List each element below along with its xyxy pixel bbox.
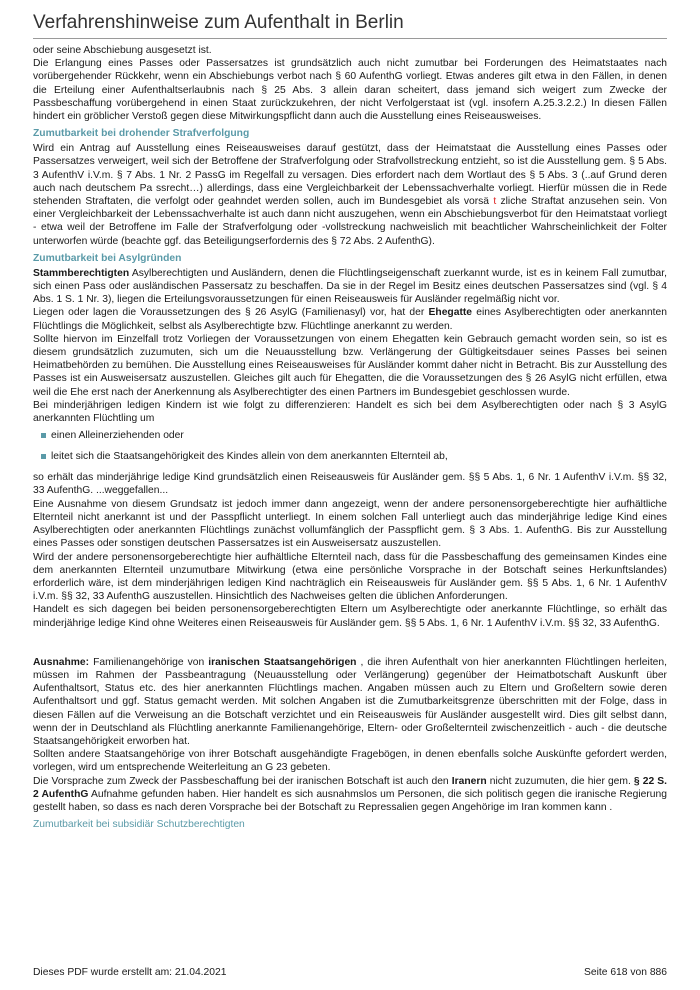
bullet-square-icon — [41, 454, 46, 459]
section-heading-subsidiaer: Zumutbarkeit bei subsidiär Schutzberechtigten — [33, 819, 245, 831]
paragraph: oder seine Abschiebung ausgesetzt ist. — [33, 45, 212, 56]
document-page — [33, 0, 667, 990]
paragraph: Bei minderjährigen ledigen Kindern ist wie folgt zu differenzieren: Handelt es sich bei dem Asylberechtigten oder nach § 3 AsylG anerkannten Flüchtling um — [33, 399, 667, 425]
section-heading-strafverfolgung: Zumutbarkeit bei drohender Strafverfolgung — [33, 128, 250, 140]
bullet-list — [41, 429, 667, 463]
paragraph: Eine Ausnahme von diesem Grundsatz ist jedoch immer dann angezeigt, wenn der andere personensorgeberechtigte hier aufhältliche Elternteil nicht anerkannt ist und der Passpflicht unterliegt. In einem solchen Fall unterliegt auch das minderjährige ledige Kind eines Asylberechtigten oder anerkannten Flüchtlings zunächst vollumfänglich der Passpflicht gem. § 3 Abs. 1. AufenthG. Bis zur Ausstellung eines Passes oder sonstigen deutschen Passersatzes ist ein Ausweisersatz auszustellen. — [33, 498, 667, 550]
paragraph: so erhält das minderjährige ledige Kind grundsätzlich einen Reiseausweis für Ausländer gem. §§ 5 Abs. 1, 6 Nr. 1 AufenthV i.V.m. §§ 32, 33 AufenthG. ...weggefallen... — [33, 472, 667, 497]
paragraph: Liegen oder lagen die Voraussetzungen des § 26 AsylG (Familienasyl) vor, hat der Ehegatte eines Asylberechtigten oder anerkannten Flüchtlings die Möglichkeit, selbst als Asylberechtigte bzw. Flüchtlinge anerkannt zu werden. — [33, 307, 667, 332]
list-item: leitet sich die Staatsangehörigkeit des Kindes allein von dem anerkannten Elternteil ab, — [41, 450, 667, 463]
creation-date: Dieses PDF wurde erstellt am: 21.04.2021 — [33, 967, 227, 978]
paragraph: Sollte hiervon im Einzelfall trotz Vorliegen der Voraussetzungen von einem Ehegatten kein Gebrauch gemacht worden sein, so ist es diesem grundsätzlich zuzumuten, sich um die Neuausstellung bzw. Verlängerung der Gültigkeitsdauer seines Passes bei seinen Heimatbehörden zu bemühen. Die Ausstellung eines Reiseausweises für Ausländer kommt daher nicht in Betracht. Bis zur Ausstellung des Passes ist ein Ausweisersatz auszustellen. Gleiches gilt auch für Ehegatten, die die Voraussetzungen des § 26 AsylG nicht erfüllen, etwa weil die Ehe erst nach der Anerkennung als Asylberechtigter des einen Partners im Bundesgebiet geschlossen wurde. — [33, 333, 667, 398]
paragraph: Die Erlangung eines Passes oder Passersatzes ist grundsätzlich auch nicht zumutbar bei Forderungen des Heimatstaates nach vorübergehender Rückkehr, wenn ein Abschiebungs verbot nach § 60 AufenthG vorliegt. Etwas anderes gilt etwa in den Fällen, in denen die Erteilung einer Aufenthaltserlaubnis nach § 25 Abs. 3 allein daran scheitert, dass jemand sich weigert zum Zwecke der Passbeschaffung vorübergehend in einen Staat zurückzukehren, der nicht Verfolgerstaat ist (vgl. insofern A.25.3.2.2.) In diesen Fällen hindert ein gröblicher Verstoß gegen diese Mitwirkungspflicht dann auch die Ausstellung eines Reiseausweises. — [33, 58, 667, 123]
document-body — [33, 44, 667, 831]
correction-mark: t — [493, 196, 497, 208]
paragraph: Wird ein Antrag auf Ausstellung eines Reiseausweises darauf gestützt, dass der Heimatstaat die Ausstellung eines Passes oder Passersatzes verweigert, weil sich der Betroffene der Strafverfolgung oder Strafvollstreckung entzieht, so ist die Ausstellung gem. § 5 Abs. 3 AufenthV i.V.m. § 7 Abs. 1 Nr. 2 PassG im Regelfall zu versagen. Dies erfordert nach dem Wortlaut des § 5 Abs. 3 (..auf Grund deren auch nach deutschem Pa ssrecht…) allerdings, dass eine Vergleichbarkeit der Lebenssachverhalte vorliegt. Hierfür müssen die in Rede stehenden Straftaten, die verfolgt oder geahndet werden sollen, auch im Bundesgebiet als vorsä t zliche Straftat anzusehen sein. Von einer Vergleichbarkeit der Lebenssachverhalte ist auch dann nicht auszugehen, wenn ein Abschiebungsverbot für den Heimatstaat vorliegt - etwa weil der Betroffene im Falle der Strafverfolgung oder -vollstreckung nachweislich mit beachtlicher Wahrscheinlichkeit der Folter unterworfen würde (beachte ggf. das Beteiligungserfordernis des § 72 Abs. 2 AufenthG). — [33, 143, 667, 247]
page-number: Seite 618 von 886 — [583, 967, 667, 978]
list-item: einen Alleinerziehenden oder — [41, 429, 667, 442]
title-divider — [33, 38, 667, 39]
paragraph: Handelt es sich dagegen bei beiden personensorgeberechtigten Eltern um Asylberechtigte oder anerkannte Flüchtlinge, so erhält das minderjährige ledige Kind ohne Weiteres einen Reiseausweis für Ausländer gem. §§ 5 Abs. 1, 6 Nr. 1 AufenthV i.V.m. §§ 32, 33 AufenthG. — [33, 604, 667, 629]
section-heading-asyl: Zumutbarkeit bei Asylgründen — [33, 252, 182, 264]
paragraph: Wird der andere personensorgeberechtigte hier aufhältliche Elternteil nach, dass für die Passbeschaffung des gemeinsamen Kindes eine dem anerkannten Elternteil unzumutbare Mitwirkung (etwa eine persönliche Vorsprache in der Botschaft seines Herkunftslandes) erforderlich wäre, ist dem minderjährigen ledigen Kind nachträglich ein Reiseausweis für Ausländer gem. §§ 5 Abs. 1, 6 Nr. 1 AufenthV i.V.m. §§ 32, 33 AufenthG auszustellen. Hinsichtlich des Nachweises gelten die üblichen Anforderungen. — [33, 551, 667, 603]
paragraph: Stammberechtigten Asylberechtigten und Ausländern, denen die Flüchtlingseigenschaft zuerkannt wurde, ist es in keinem Fall zumutbar, sich einen Pass oder ausländischen Passersatz zu beschaffen. Da sie in der Regel im Besitz eines deutschen Passersatzes sind (vgl. § 4 Abs. 1 S. 1 Nr. 3), liegen die Erteilungsvoraussetzungen für einen Reiseausweis für Ausländer regelmäßig nicht vor. — [33, 267, 667, 306]
paragraph: Ausnahme: Familienangehörige von iranischen Staatsangehörigen , die ihren Aufenthalt von hier anerkannten Flüchtlingen herleiten, müssen im Rahmen der Passbeantragung (Neuausstellung oder Verlängerung) gegenüber der Heimatbotschaft Auskunft über Aufenthaltsort, Status etc. des hier anerkannten Flüchtlings machen. Angaben müssen auch zu Eltern und Großeltern sowie deren Aufenthaltsort und ggf. Status gemacht werden. Mit solchen Angaben ist die Zumutbarkeitsgrenze überschritten mit der Folge, dass in diesen Fällen auf die Verweisung an die Botschaft verzichtet und ein Reiseausweis für Ausländer ausgestellt wird. Dies gilt selbst dann, wenn der in Deutschland als Flüchtling anerkannte Familienangehörige, Eltern- oder Großelternteil zwischenzeitlich - auch - die deutsche Staatsangehörigkeit erworben hat. — [33, 656, 668, 747]
page-title: Verfahrenshinweise zum Aufenthalt in Berlin — [33, 12, 404, 33]
paragraph: Sollten andere Staatsangehörige von ihrer Botschaft ausgehändigte Fragebögen, in denen ebenfalls solche Auskünfte gefordert werden, vorlegen, wird um entsprechende Weiterleitung an G 23 gebeten. — [33, 749, 667, 774]
page-footer — [33, 966, 667, 979]
paragraph: Die Vorsprache zum Zweck der Passbeschaffung bei der iranischen Botschaft ist auch den Iranern nicht zuzumuten, die hier gem. § 22 S. 2 AufenthG Aufnahme gefunden haben. Hier handelt es sich ausnahmslos um Personen, die sich politisch gegen die iranische Regierung gestellt haben, so dass es nach deren Vorsprache bei der Botschaft zu Repressalien gegen Angehörige im Iran kommen kann . — [33, 775, 667, 813]
bullet-square-icon — [41, 433, 46, 438]
